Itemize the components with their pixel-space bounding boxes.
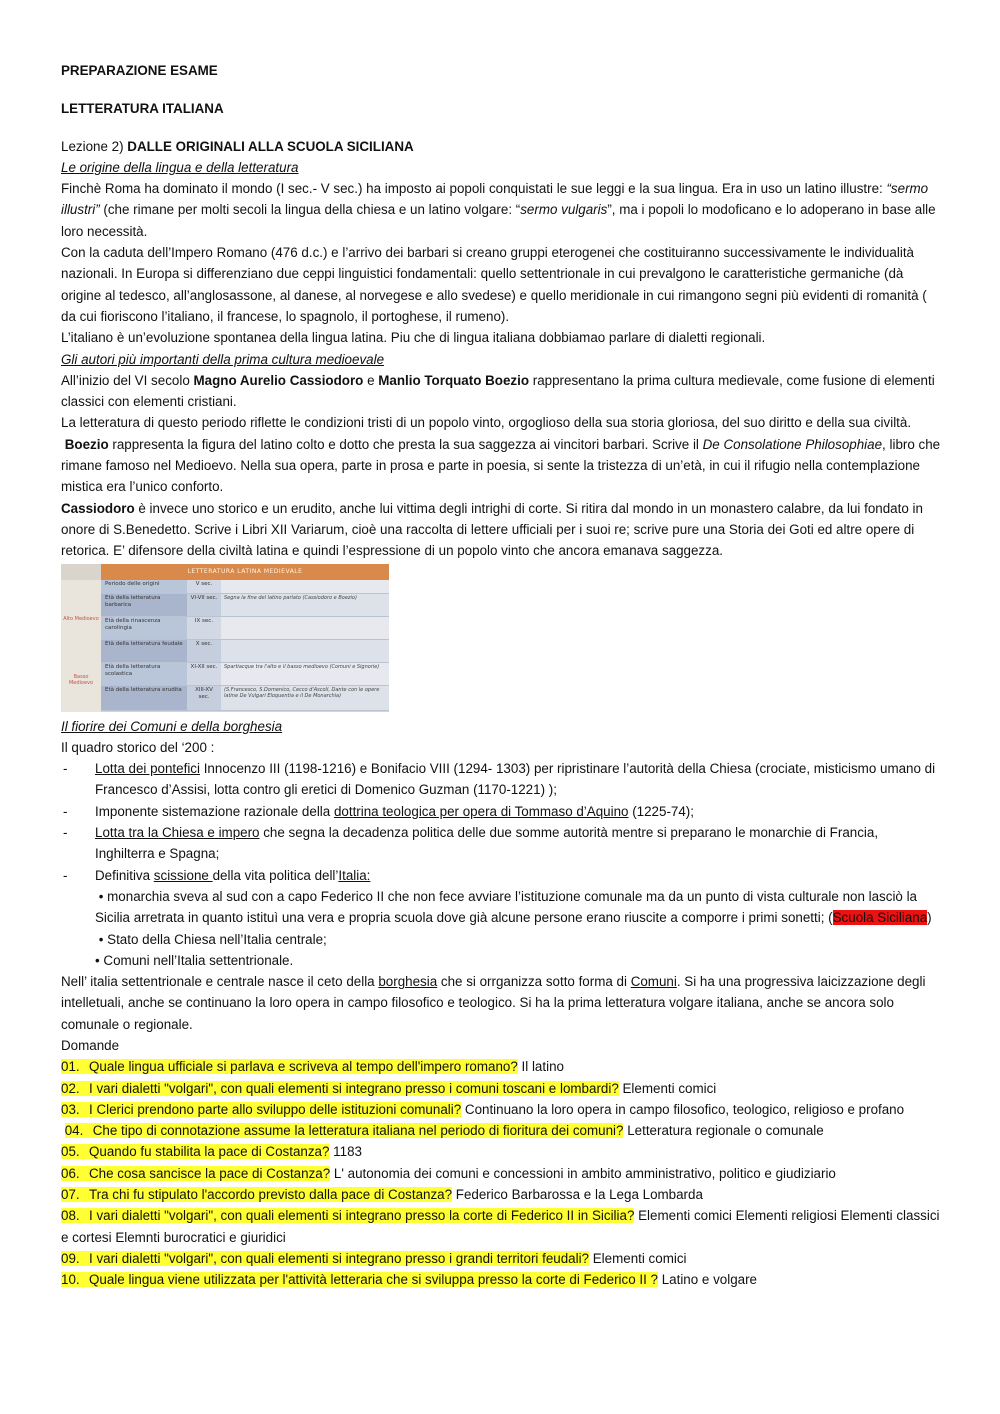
- sub-item: • Comuni nell’Italia settentrionale.: [95, 952, 294, 968]
- question-item: 01. Quale lingua ufficiale si parlava e scriveva al tempo dell'impero romano? Il latino: [61, 1059, 564, 1075]
- paragraph: L’italiano è un’evoluzione spontanea della lingua latina. Piu che di lingua italiana dobbiamao parlare di dialetti regionali.: [61, 330, 766, 346]
- paragraph: All’inizio del VI secolo Magno Aurelio Cassiodoro e Manlio Torquato Boezio rappresentano la prima cultura medievale, come fusione di elementi classici con elementi cristiani.: [61, 372, 935, 410]
- question-item: 09. I vari dialetti "volgari", con quali elementi si integrano presso i grandi territori feudali? Elementi comici: [61, 1250, 687, 1266]
- table-photo: [61, 564, 389, 712]
- document-page: [61, 60, 941, 1291]
- side-label-alto: Alto Medioevo: [63, 615, 99, 622]
- list-item: - Lotta dei pontefici Innocenzo III (1198-1216) e Bonifacio VIII (1294- 1303) per ripristinare l’autorità della Chiesa (crociate, misticismo umano di Francesco d’Assisi, lotta contro gli eretici di Domenico Guzman (1170-1221) );: [63, 761, 936, 798]
- paragraph: Cassiodoro è invece uno storico e un erudito, anche lui vittima degli intrighi di corte. Si ritira dal mondo in un monastero calabre, da lui fondato in onore di S.Benedetto. Scrive i Libri XII Variarum, cioè una raccolta di lettere ufficiali per i suoi re; scrive pure una Storia dei Goti ed altre opere di retorica. E’ difensore della civiltà latina e quindi l’espressione di un popolo vinto che ancora emanava saggezza.: [61, 500, 923, 559]
- question-item: 07. Tra chi fu stipulato l'accordo previsto dalla pace di Costanza? Federico Barbarossa e la Lega Lombarda: [61, 1187, 703, 1203]
- table-row: Età della letteratura erudita XIII-XV sec. (S.Francesco, S.Domenico, Cecco d'Ascoli, Dante con le opere latine De Vulgari Eloquentia e il De Monarchia): [101, 686, 389, 711]
- question-item: 05. Quando fu stabilita la pace di Costanza? 1183: [61, 1144, 362, 1160]
- table-photo-header: LETTERATURA LATINA MEDIEVALE: [101, 564, 389, 580]
- list-item: - Imponente sistemazione razionale della dottrina teologica per opera di Tommaso d’Aquino (1225-74);: [63, 803, 694, 819]
- question-list: [61, 1056, 941, 1290]
- paragraph: Con la caduta dell’Impero Romano (476 d.c.) e l’arrivo dei barbari si creano gruppi eterogenei che costituiranno successivamente le individualità nazionali. In Europa si differenziano due ceppi linguistici fondamentali: quello settentrionale in cui prevalgono le caratteristiche germaniche (dà origine al tedesco, all’anglosassone, al danese, al norvegese e allo svedese) e quello meridionale in cui rimangono segni più evidenti di romanità ( da cui fioriscono l’italiano, il francese, lo spagnolo, il portoghese, il rumeno).: [61, 245, 927, 324]
- section-heading-origins: Le origine della lingua e della letteratura: [61, 159, 299, 175]
- paragraph: Finchè Roma ha dominato il mondo (I sec.- V sec.) ha imposto ai popoli conquistati le sue leggi e la sua lingua. Era in uso un latino illustre: “sermo illustri” (che rimane per molti secoli la lingua della chiesa e un latino volgare: “sermo vulgaris”, ma i popoli lo modoficano e lo adoperano in base alle loro necessità.: [61, 181, 936, 239]
- question-item: 03. I Clerici prendono parte allo sviluppo delle istituzioni comunali? Continuano la loro opera in campo filosofico, teologico, religioso e profano: [61, 1101, 905, 1117]
- highlight-red: Scuola Siciliana: [832, 910, 928, 926]
- table-row: Periodo delle origini V sec.: [101, 580, 389, 594]
- side-label-basso: Basso Medioevo: [68, 673, 94, 686]
- table-row: Età della letteratura barbarica VI-VII sec. Segna la fine del latino parlato (Cassiodoro e Boezio): [101, 594, 389, 617]
- question-item: 06. Che cosa sancisce la pace di Costanza? L' autonomia dei comuni e concessioni in ambito amministrativo, politico e giudiziario: [61, 1165, 836, 1181]
- subject-title: LETTERATURA ITALIANA: [61, 100, 224, 116]
- sub-item: • Stato della Chiesa nell’Italia centrale;: [98, 931, 327, 947]
- table-row: Età della rinascenza carolingia IX sec.: [101, 617, 389, 640]
- lesson-prefix: Lezione 2): [61, 138, 124, 154]
- lesson-name: DALLE ORIGINALI ALLA SCUOLA SICILIANA: [127, 138, 414, 154]
- table-row: Età della letteratura feudale X sec.: [101, 640, 389, 663]
- list-item: - Definitiva scissione della vita politica dell’Italia:: [63, 867, 371, 883]
- historical-list: [61, 758, 941, 886]
- question-item: 08. I vari dialetti "volgari", con quali elementi si integrano presso la corte di Federico II in Sicilia? Elementi comici Elementi religiosi Elementi classici e cortesi Elemnti burocratici e giuridici: [61, 1208, 940, 1245]
- questions-label: Domande: [61, 1037, 120, 1053]
- table-row: Età della letteratura scolastica XI-XII sec. Spartiacque tra l'alto e il basso medioevo (Comuni e Signorie): [101, 663, 389, 686]
- list-item: - Lotta tra la Chiesa e impero che segna la decadenza politica delle due somme autorità mentre si preparano le monarchie di Francia, Inghilterra e Spagna;: [63, 825, 879, 862]
- question-item: 02. I vari dialetti "volgari", con quali elementi si integrano presso i comuni toscani e lombardi? Elementi comici: [61, 1080, 717, 1096]
- sub-item: • monarchia sveva al sud con a capo Federico II che non fece avviare l’istituzione comunale ma da un punto di vista culturale non lasciò la Sicilia arretrata in quanto istituì una vera e propria scuola dove già alcune persone erano riuscite a comporre i primi sonetti; (Scuola Siciliana): [95, 888, 932, 926]
- lesson-title: [61, 136, 941, 157]
- question-item: 04. Che tipo di connotazione assume la letteratura italiana nel periodo di fioritura dei comuni? Letteratura regionale o comunale: [64, 1123, 824, 1139]
- paragraph: Boezio rappresenta la figura del latino colto e dotto che presta la sua saggezza ai vincitori barbari. Scrive il De Consolatione Philosophiae, libro che rimane famoso nel Medioevo. Nella sua opera, parte in prosa e parte in poesia, si sente la tristezza di un’età, in cui il rifugio nella contemplazione mistica era l’unico conforto.: [61, 436, 941, 495]
- table-photo-grid: [101, 580, 389, 711]
- section-heading-authors: Gli autori più importanti della prima cultura medioevale: [61, 351, 385, 367]
- doc-title: PREPARAZIONE ESAME: [61, 63, 218, 78]
- paragraph: Nell’ italia settentrionale e centrale nasce il ceto della borghesia che si orrganizza sotto forma di Comuni. Si ha una progressiva laicizzazione degli intelletuali, anche se continuano la loro opera in campo filosofico e teologico. Si ha la prima letteratura volgare italiana, anche se ancora solo comunale o regionale.: [61, 974, 926, 1032]
- paragraph: Il quadro storico del ‘200 :: [61, 739, 215, 755]
- question-item: 10. Quale lingua viene utilizzata per l'attività letteraria che si sviluppa presso la corte di Federico II ? Latino e volgare: [61, 1272, 757, 1288]
- section-heading-comuni: Il fiorire dei Comuni e della borghesia: [61, 718, 283, 734]
- paragraph: La letteratura di questo periodo riflette le condizioni tristi di un popolo vinto, orgoglioso della sua storia gloriosa, del suo diritto e della sua civiltà.: [61, 415, 912, 431]
- table-photo-side: [61, 580, 101, 712]
